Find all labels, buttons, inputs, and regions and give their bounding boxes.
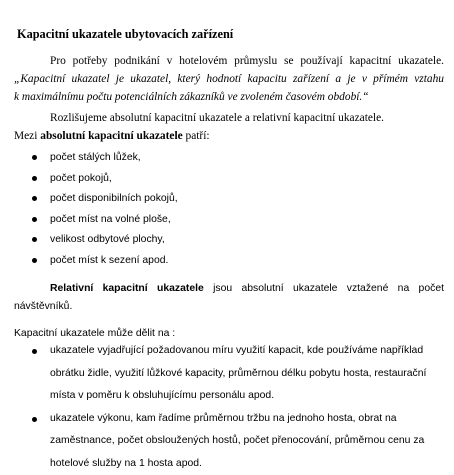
list-item-text: ukazatele vyjadřující požadovanou míru využití kapacit, kde používáme například obrátku židle, využití lůžkové kapacity, průměrnou délku pobytu hosta, restaurační místa v poměru k obsluhujícímu personálu apod. — [50, 345, 426, 401]
list-item-text: počet míst na volné ploše, — [50, 214, 171, 225]
bullet-icon — [32, 217, 37, 222]
list-item — [14, 212, 178, 233]
list-item-text: počet disponibilních pokojů, — [50, 193, 178, 204]
list-item — [14, 253, 178, 274]
list-item-text: počet míst k sezení apod. — [50, 255, 168, 266]
list-item-text: ukazatele výkonu, kam řadíme průměrnou tržbu na jednoho hosta, obrat na zaměstnance, počet obsloužených hostů, počet přenocování, průměrnou cenu za hotelové služby na 1 hosta apod. — [50, 413, 424, 469]
relative-rest: jsou absolutní ukazatele vztažené na počet — [204, 283, 444, 294]
list-item — [14, 150, 178, 171]
definition-line-1: „Kapacitní ukazatel je ukazatel, který hodnotí kapacitu zařízení a je v přímém vztahu — [14, 73, 444, 85]
list-item-text: počet pokojů, — [50, 173, 112, 184]
split-indicators-list — [14, 340, 444, 475]
bullet-icon — [32, 237, 37, 242]
list-item — [14, 408, 444, 475]
bullet-icon — [32, 176, 37, 181]
list-item — [14, 171, 178, 192]
page-title: Kapacitní ukazatele ubytovacích zařízení — [17, 27, 444, 42]
list-item-text: počet stálých lůžek, — [50, 152, 141, 163]
absolute-intro-prefix: Mezi — [14, 130, 40, 142]
intro-paragraph: Pro potřeby podnikání v hotelovém průmyslu se používají kapacitní ukazatele. — [14, 55, 444, 67]
absolute-intro — [14, 130, 444, 142]
bullet-icon — [32, 155, 37, 160]
absolute-intro-suffix: patří: — [183, 130, 210, 142]
bullet-icon — [32, 196, 37, 201]
relative-paragraph-line-1 — [14, 283, 444, 294]
definition-line-2: k maximálnímu počtu potenciálních zákazníků ve zvoleném časovém období.“ — [14, 91, 444, 103]
distinction-paragraph: Rozlišujeme absolutní kapacitní ukazatele a relativní kapacitní ukazatele. — [14, 112, 444, 124]
list-item — [14, 191, 178, 212]
split-intro: Kapacitní ukazatele může dělit na : — [14, 328, 444, 339]
list-item — [14, 340, 444, 408]
bullet-icon — [32, 417, 37, 422]
list-item-text: velikost odbytové plochy, — [50, 234, 165, 245]
list-item — [14, 232, 178, 253]
absolute-intro-bold: absolutní kapacitní ukazatele — [40, 130, 182, 142]
bullet-icon — [32, 258, 37, 263]
relative-bold: Relativní kapacitní ukazatele — [50, 283, 204, 294]
bullet-icon — [32, 349, 37, 354]
absolute-indicators-list — [14, 150, 178, 274]
relative-paragraph-line-2: návštěvníků. — [14, 301, 444, 312]
